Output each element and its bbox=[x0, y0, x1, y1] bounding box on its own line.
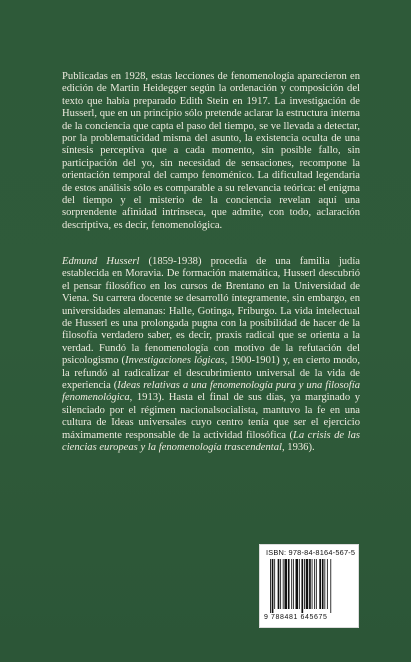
barcode-bar bbox=[319, 559, 321, 609]
barcode-bar bbox=[322, 559, 324, 609]
bio-text-1: (1859-1938) procedía de una familia judía establecida en Moravia. De formación matemática, Husserl descubrió el pensar filosófico en los cursos de Brentano en la Universidad de Viena. Su carrera docente se desarrolló íntegramente, sin embargo, en universidades alemanas: Halle, Gotinga, Friburgo. La vida intelectual de Husserl es una prolongada pugna con la posibilidad de hacer de la filosofía verdadero saber, es decir, praxis radical que se orienta a la verdad. Fundó la fenomenología con motivo de la refutación del psicologismo ( bbox=[62, 256, 360, 367]
author-name: Edmund Husserl bbox=[62, 256, 140, 267]
barcode-bar bbox=[316, 559, 317, 609]
synopsis-paragraph bbox=[62, 71, 360, 232]
work-title-ideas: Ideas relativas a una fenomenología pura y una filosofía fenomenológica bbox=[62, 380, 360, 404]
barcode-bar bbox=[299, 559, 300, 609]
barcode-bar bbox=[280, 559, 281, 609]
synopsis-text: Publicadas en 1928, estas lecciones de fenomenología aparecieron en edición de Martin Heidegger según la ordenación y composición del texto que había preparado Edith Stein en 1917. La investigación de Husserl, que en un principio sólo pretende aclarar la estructura interna de la conciencia que capta el paso del tiempo, se ve llevada a detectar, por la problematicidad misma del asunto, la existencia oculta de una síntesis perceptiva que a cada momento, sin posible fallo, sin participación del yo, sin necesidad de sensaciones, recompone la orientación temporal del campo fenoménico. La dificultad legendaria de estos análisis sólo es comparable a su relevancia teórica: el enigma del tiempo y el misterio de la conciencia revelan aquí una sorprendente afinidad intrínseca, que admite, con todo, aclaración descriptiva, es decir, fenomenológica. bbox=[62, 71, 360, 231]
barcode-bar bbox=[306, 559, 309, 609]
barcode-bar bbox=[301, 559, 303, 613]
barcode-bar bbox=[278, 559, 280, 609]
isbn-label: ISBN: 978-84-8164-567-5 bbox=[266, 548, 356, 557]
barcode-bar bbox=[296, 559, 299, 609]
barcode-bar bbox=[324, 559, 325, 609]
barcode-bar bbox=[284, 559, 287, 609]
barcode-bar bbox=[314, 559, 315, 609]
bio-text-3: , 1913). Hasta el final de sus días, ya marginado y silenciado por el régimen nacionalsocialista, mantuvo la fe en una cultura de Ideas universales cuyo centro tenía que ser el ejercicio máximamente responsable de la actividad filosófica ( bbox=[62, 392, 360, 441]
isbn-barcode bbox=[259, 544, 359, 628]
barcode-bar bbox=[270, 559, 271, 613]
work-title-crisis: La crisis de las ciencias europeas y la fenomenología trascendental bbox=[62, 429, 360, 454]
bio-text-4: , 1936). bbox=[281, 442, 315, 454]
barcode-bar bbox=[288, 559, 290, 609]
bio-text-2: , 1900-1901) y, en cierto modo, la refundó al radicalizar el descubrimiento universal de la vida de experiencia ( bbox=[62, 355, 360, 392]
barcode-bar bbox=[293, 559, 294, 609]
barcode-digits: 9 788481 645675 bbox=[264, 614, 328, 621]
barcode-bar bbox=[272, 559, 274, 613]
barcode-bar bbox=[330, 559, 331, 613]
barcode-bar bbox=[283, 559, 284, 609]
barcode-bars-icon bbox=[268, 559, 352, 613]
barcode-bar bbox=[291, 559, 292, 609]
barcode-bar bbox=[304, 559, 305, 609]
barcode-bar bbox=[274, 559, 275, 609]
author-bio-text bbox=[62, 256, 360, 455]
author-bio-paragraph bbox=[62, 256, 360, 455]
barcode-bar bbox=[312, 559, 313, 609]
barcode-bar bbox=[327, 559, 328, 609]
work-title-investigaciones: Investigaciones lógicas bbox=[125, 355, 225, 367]
barcode-bar bbox=[309, 559, 311, 609]
